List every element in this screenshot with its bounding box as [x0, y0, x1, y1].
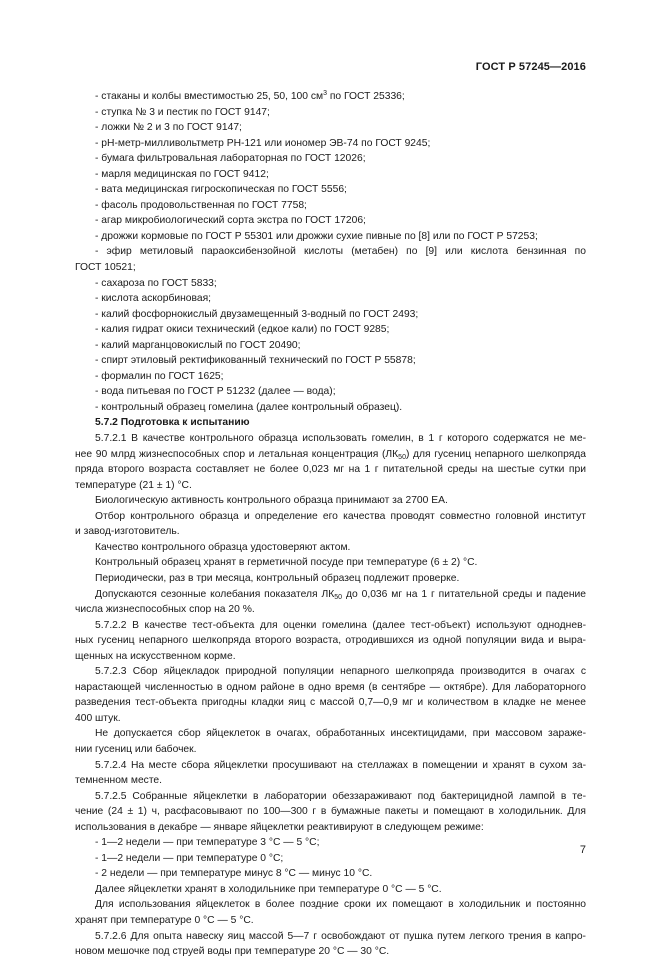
subscript: 50	[398, 453, 406, 461]
paragraph-line: 5.7.2.3 Сбор яйцекладок природной популяции непарного шелкопряда производится в очагах с	[95, 666, 586, 678]
list-item: - вода питьевая по ГОСТ Р 51232 (далее — вода);	[95, 386, 336, 398]
paragraph-line: температуре (21 ± 1) °С.	[75, 479, 192, 491]
paragraph-line: пряда второго возраста составляет не более 0,023 мг на 1 г питательной среды на шестые сутки при	[75, 464, 586, 476]
standard-header: ГОСТ Р 57245—2016	[475, 61, 586, 73]
paragraph-line: нее 90 млрд жизнеспособных спор и летальная концентрация $(ЛК_{50})$ для гусениц непарного шелкопряда	[75, 448, 587, 461]
paragraph-line: Контрольный образец хранят в герметичной посуде при температуре (6 ± 2) °С.	[95, 557, 478, 569]
paragraph-line: нии гусениц или бабочек.	[75, 743, 197, 755]
list-item: - эфир метиловый параоксибензойной кислоты (метабен) по [9] или кислота бензинная по	[95, 246, 586, 258]
paragraph-line: 5.7.2.1 В качестве контрольного образца использовать гомелин, в 1 г которого содержатся не ме-	[95, 433, 586, 445]
list-item: - сахароза по ГОСТ 5833;	[95, 277, 217, 289]
list-item: - калий фосфорнокислый двузамещенный 3-водный по ГОСТ 2493;	[95, 308, 419, 320]
list-item: - калия гидрат окиси технический (едкое кали) по ГОСТ 9285;	[95, 324, 390, 336]
list-item-continuation: ГОСТ 10521;	[75, 262, 136, 274]
list-item: - стаканы и колбы вместимостью 25, 50, 100 $см^3$ по ГОСТ 25336;	[95, 90, 405, 102]
page-number: 7	[579, 844, 586, 856]
paragraph-line: нарастающей численностью в одном районе в одно время (в сентябре — октябре). Для лабораторного	[75, 681, 586, 693]
paragraph-line: щенных на искусственном корме.	[75, 650, 236, 662]
list-item: - контрольный образец гомелина (далее контрольный образец).	[95, 401, 403, 413]
subscript: 50	[334, 593, 343, 601]
paragraph-line: 400 штук.	[75, 712, 121, 724]
list-item: - ступка № 3 и пестик по ГОСТ 9147;	[95, 106, 270, 118]
paragraph-line: 5.7.2.6 Для опыта навеску яиц массой 5—7 г освобождают от пушка путем легкого трения в капро-	[95, 930, 586, 942]
paragraph-line: хранят при температуре 0 °С — 5 °С.	[75, 914, 254, 926]
list-item: - вата медицинская гигроскопическая по ГОСТ 5556;	[95, 184, 347, 196]
list-item: - спирт этиловый ректификованный технический по ГОСТ Р 55878;	[95, 355, 416, 367]
list-item: - дрожжи кормовые по ГОСТ Р 55301 или дрожжи сухие пивные по [8] или по ГОСТ Р 57253;	[95, 230, 538, 242]
paragraph-line: Качество контрольного образца удостоверяют актом.	[95, 541, 351, 553]
paragraph-line: числа жизнеспособных спор на 20 %.	[75, 604, 255, 616]
superscript: 3	[323, 90, 327, 97]
paragraph-line: 5.7.2.4 На месте сбора яйцеклетки просушивают на стеллажах в помещении и хранят в сухом за-	[95, 759, 586, 771]
list-item: - формалин по ГОСТ 1625;	[95, 370, 224, 382]
paragraph-line: 5.7.2.2 В качестве тест-объекта для оценки гомелина (далее тест-объект) используют одноднев-	[95, 619, 586, 631]
list-item: - калий марганцовокислый по ГОСТ 20490;	[95, 339, 301, 351]
list-item: - агар микробиологический сорта экстра по ГОСТ 17206;	[95, 215, 366, 227]
paragraph-line: разведения тест-объекта пригодны кладки яиц с массой 0,7—0,9 мг и количеством в кладке не менее	[75, 697, 586, 709]
paragraph-line: Периодически, раз в три месяца, контрольный образец подлежит проверке.	[95, 572, 460, 584]
section-title: 5.7.2 Подготовка к испытанию	[95, 417, 250, 429]
paragraph-line: ных гусениц непарного шелкопряда второго возраста, отродившихся из одной популяции вида и выра-	[75, 635, 586, 647]
list-item: - марля медицинская по ГОСТ 9412;	[95, 168, 269, 180]
list-item: - фасоль продовольственная по ГОСТ 7758;	[95, 199, 307, 211]
list-item: - кислота аскорбиновая;	[95, 293, 212, 305]
paragraph-line: Допускаются сезонные колебания показателя $ЛК_{50}$ до 0,036 мг на 1 г питательной среды и падение	[95, 588, 587, 601]
paragraph-line: новом мешочке под струей воды при температуре 20 °С — 30 °С.	[75, 946, 390, 958]
list-item: - 2 недели — при температуре минус 8 °С — минус 10 °С.	[95, 868, 373, 880]
paragraph-line: и завод-изготовитель.	[75, 526, 180, 538]
paragraph-line: чение (24 ± 1) ч, расфасовывают по 100—300 г в бумажные пакеты и помещают в холодильник. Для	[75, 806, 586, 818]
paragraph-line: Для использования яйцеклеток в более поздние сроки их помещают в холодильник и постоянно	[95, 899, 586, 911]
paragraph-line: темненном месте.	[75, 775, 163, 787]
list-item: - 1—2 недели — при температуре 3 °С — 5 °С;	[95, 837, 320, 849]
list-item: - бумага фильтровальная лабораторная по ГОСТ 12026;	[95, 153, 366, 165]
list-item: - ложки № 2 и 3 по ГОСТ 9147;	[95, 122, 242, 134]
paragraph-line: Биологическую активность контрольного образца принимают за 2700 ЕА.	[95, 495, 448, 507]
document-body	[75, 89, 586, 960]
paragraph-line: 5.7.2.5 Собранные яйцеклетки в лаборатории обеззараживают под бактерицидной лампой в те-	[95, 790, 586, 802]
paragraph-line: Не допускается сбор яйцеклеток в очагах, обработанных инсектицидами, при массовом зараже-	[95, 728, 586, 740]
list-item: - pH-метр-милливольтметр РН-121 или иономер ЭВ-74 по ГОСТ 9245;	[95, 137, 431, 149]
paragraph-line: Отбор контрольного образца и определение его качества проводят совместно головной институт	[95, 510, 586, 522]
paragraph-line: использования в декабре — январе яйцеклетки реактивируют в следующем режиме:	[75, 821, 484, 833]
list-item: - 1—2 недели — при температуре 0 °С;	[95, 852, 284, 864]
paragraph-line: Далее яйцеклетки хранят в холодильнике при температуре 0 °С — 5 °С.	[95, 883, 442, 895]
